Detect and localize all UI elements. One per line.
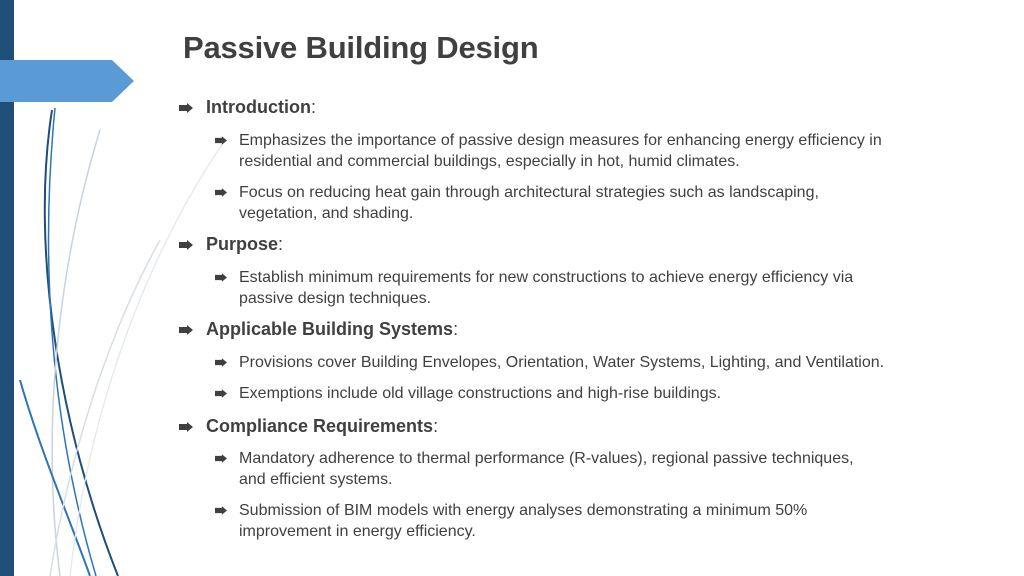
bullet-item: Focus on reducing heat gain through architectural strategies such as landscaping, vegetation, and shading. (239, 184, 819, 222)
bullet-item: Exemptions include old village constructions and high-rise buildings. (239, 385, 722, 402)
arrow-bullet-icon (215, 389, 227, 398)
arrow-bullet-icon (215, 454, 227, 463)
arrow-bullet-icon (215, 188, 227, 197)
arrow-bullet-icon (179, 325, 193, 335)
arrow-bullet-icon (215, 506, 227, 515)
page-title: Passive Building Design (183, 30, 539, 65)
bullet-item: Establish minimum requirements for new constructions to achieve energy efficiency via passive design techniques. (239, 269, 854, 307)
arrow-bullet-icon (179, 103, 193, 113)
arrow-bullet-icon (215, 136, 227, 145)
bullet-item: Emphasizes the importance of passive design measures for enhancing energy efficiency in residential and commercial buildings, especially in hot, humid climates. (239, 132, 882, 170)
bullet-item: Submission of BIM models with energy analyses demonstrating a minimum 50% improvement in energy efficiency. (239, 502, 808, 540)
arrow-bullet-icon (215, 358, 227, 367)
section-heading-purpose: Purpose: (206, 234, 284, 254)
section-heading-compliance-requirements: Compliance Requirements: (206, 416, 439, 436)
bullet-item: Provisions cover Building Envelopes, Orientation, Water Systems, Lighting, and Ventilation. (239, 354, 885, 371)
section-heading-introduction: Introduction: (206, 97, 316, 117)
arrow-bullet-icon (179, 240, 193, 250)
section-heading-applicable-building-systems: Applicable Building Systems: (206, 319, 459, 339)
arrow-bullet-icon (179, 422, 193, 432)
arrow-bullet-icon (215, 273, 227, 282)
bullet-item: Mandatory adherence to thermal performance (R-values), regional passive techniques, and efficient systems. (239, 450, 854, 488)
